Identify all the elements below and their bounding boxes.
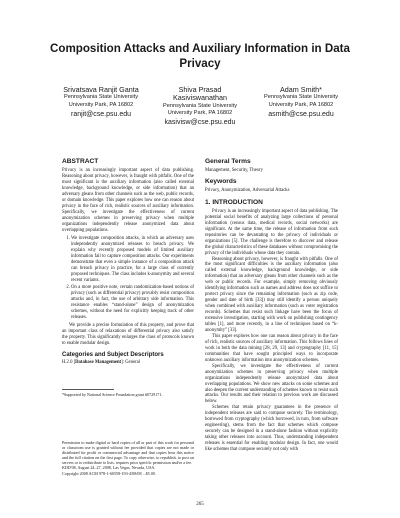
intro-paragraph: Schemes that retain privacy guarantees in the presence of independent releases are said to compose securely. The terminology, borrowed from cryptography (which borrowed, in turn, from software engineering), stems from the fact that schemes which compose securely can be designed in a stand-alone fashion without explicitly taking other releases into account. Thus, understanding independent releases is essential for enabling modular design. In fact, one would like schemes that compose securely not only with xyxy=(205,405,338,453)
author-email: ranjit@cse.psu.edu xyxy=(70,110,132,118)
author-name: Srivatsava Ranjit Ganta xyxy=(63,85,139,94)
categories-text xyxy=(62,360,194,366)
title-line-1: Composition Attacks and Auxiliary Information in Data xyxy=(50,42,350,55)
keywords-text: Privacy, Anonymization, Adversarial Attacks xyxy=(205,187,290,193)
author-email: kasivisw@cse.psu.edu xyxy=(164,119,236,127)
author-block-1 xyxy=(48,86,154,119)
author-name: Shiva Prasad xyxy=(178,85,222,94)
keywords-heading: Keywords xyxy=(205,177,237,185)
left-column xyxy=(62,158,194,366)
title-line-2: Privacy xyxy=(179,56,221,70)
copyright-block xyxy=(62,440,194,476)
author-affiliation: Pennsylvania State University xyxy=(64,94,138,101)
author-email: asmith@cse.psu.edu xyxy=(268,110,334,118)
intro-paragraph: Specifically, we investigate the effectiveness of current anonymization schemes in preserving privacy when multiple organizations independently release anonymized data about overlapping populations. We show new attacks on some schemes and also deepen the current understanding of schemes known to resist such attacks. Our results and their relation to previous work are discussed below. xyxy=(205,363,338,405)
general-terms-text: Management, Security, Theory xyxy=(205,168,263,173)
author-block-2 xyxy=(148,86,252,127)
intro-paragraph: Privacy is an increasingly important aspect of data publishing. The potential social benefits of analyzing large collections of personal information (census data, medical records, social networks) are significant. At the same time, the release of information from such repositories can be devastating to the privacy of individuals or organizations [5]. The challenge is therefore to discover and release the global characteristics of these databases without compromising the privacy of the individuals whose data they contain. xyxy=(205,208,338,256)
intro-paragraph: This paper explores how one can reason about privacy in the face of rich, realistic sources of auxiliary information. This follows lines of work in both the data mining [28, 29, 13] and cryptography [11, 15] communities that have sought principled ways to incorporate unknown auxiliary information into anonymization schemes. xyxy=(205,333,338,363)
general-terms-heading: General Terms xyxy=(205,158,251,165)
categories-heading: Categories and Subject Descriptors xyxy=(62,351,164,358)
author-name-cont: Kasiviswanathan xyxy=(173,93,227,103)
abstract-heading: ABSTRACT xyxy=(62,158,99,165)
introduction-heading: 1. INTRODUCTION xyxy=(205,198,263,206)
intro-paragraph: Reasoning about privacy, however, is fraught with pitfalls. One of the most significant difficulties is the auxiliary information (also called external knowledge, background knowledge, or side information) that an adversary gleans from other channels such as the web or public records. For example, simply removing obviously identifying information such as names and address does not suffice to protect privacy since the remaining information (such as zip code, gender and date of birth [33]) may still identify a person uniquely when combined with auxiliary information (such as voter registration records). Schemes that resist such linkage have been the focus of extensive investigation, starting with work on publishing contingency tables [1], and more recently, in a line of techniques based on “k-anonymity” [33]. xyxy=(205,256,338,333)
conference-info: KDD'08, August 24–27, 2008, Las Vegas, Nevada, USA. xyxy=(62,465,156,471)
copyright-permission: Permission to make digital or hard copies of all or part of this work for personal or classroom use is granted without fee provided that copies are not made or distributed for profit or commercial advantage and that copies bear this notice and the full citation on the first page. To copy otherwise, to republish, to post on servers or to redistribute to lists, requires prior specific permission and/or a fee. xyxy=(62,440,194,466)
categories-code: H.2.0 [ xyxy=(62,359,76,365)
copyright-line: Copyright 2008 ACM 978-1-60558-193-4/08/08 ...$5.00. xyxy=(62,470,156,476)
page-number: 265 xyxy=(196,502,204,507)
author-affiliation: University Park, PA 16802 xyxy=(68,101,134,108)
author-affiliation: Pennsylvania State University xyxy=(163,102,237,109)
paper-title xyxy=(0,42,400,71)
footnote: *Supported by National Science Foundation grant #0729171. xyxy=(62,392,163,397)
categories-suffix: ]: General xyxy=(121,359,140,365)
abstract-list xyxy=(62,236,194,320)
author-affiliation: University Park, PA 16802 xyxy=(268,101,334,108)
right-column xyxy=(205,158,338,453)
footnote-rule xyxy=(62,389,114,390)
categories-name: Database Management xyxy=(75,359,122,365)
author-block-3 xyxy=(248,86,354,119)
author-name: Adam Smith* xyxy=(280,85,322,94)
author-affiliation: Pennsylvania State University xyxy=(264,94,338,101)
abstract-paragraph: We provide a precise formulation of this property, and prove that an important class of relaxations of differential privacy also satisfy the property. This significantly enlarges the class of protocols known to enable modular design. xyxy=(62,322,194,346)
author-affiliation: University Park, PA 16802 xyxy=(167,110,233,117)
abstract-list-item: 2. On a more positive note, certain randomization-based notions of privacy (such as differential privacy) provably resist composition attacks and, in fact, the use of arbitrary side information. This resistance enables “stand-alone” design of anonymization schemes, without the need for explicitly keeping track of other releases. xyxy=(71,285,194,321)
abstract-list-item: 1. We investigate composition attacks, in which an adversary uses independently anonymized releases to breach privacy. We explain why recently proposed models of limited auxiliary information fail to capture composition attacks. Our experiments demonstrate that even a simple instance of a composition attack can breach privacy in practice, for a large class of currently proposed techniques. The class includes k-anonymity and several recent variants. xyxy=(71,236,194,284)
abstract-paragraph: Privacy is an increasingly important aspect of data publishing. Reasoning about privacy, however, is fraught with pitfalls. One of the most significant is the auxiliary information (also called external knowledge, background knowledge, or side information) that an adversary gleans from other channels such as the web, public records, or domain knowledge. This paper explores how one can reason about privacy in the face of rich, realistic sources of auxiliary information. Specifically, we investigate the effectiveness of current anonymization schemes in preserving privacy when multiple organizations independently release anonymized data about overlapping populations. xyxy=(62,168,194,233)
